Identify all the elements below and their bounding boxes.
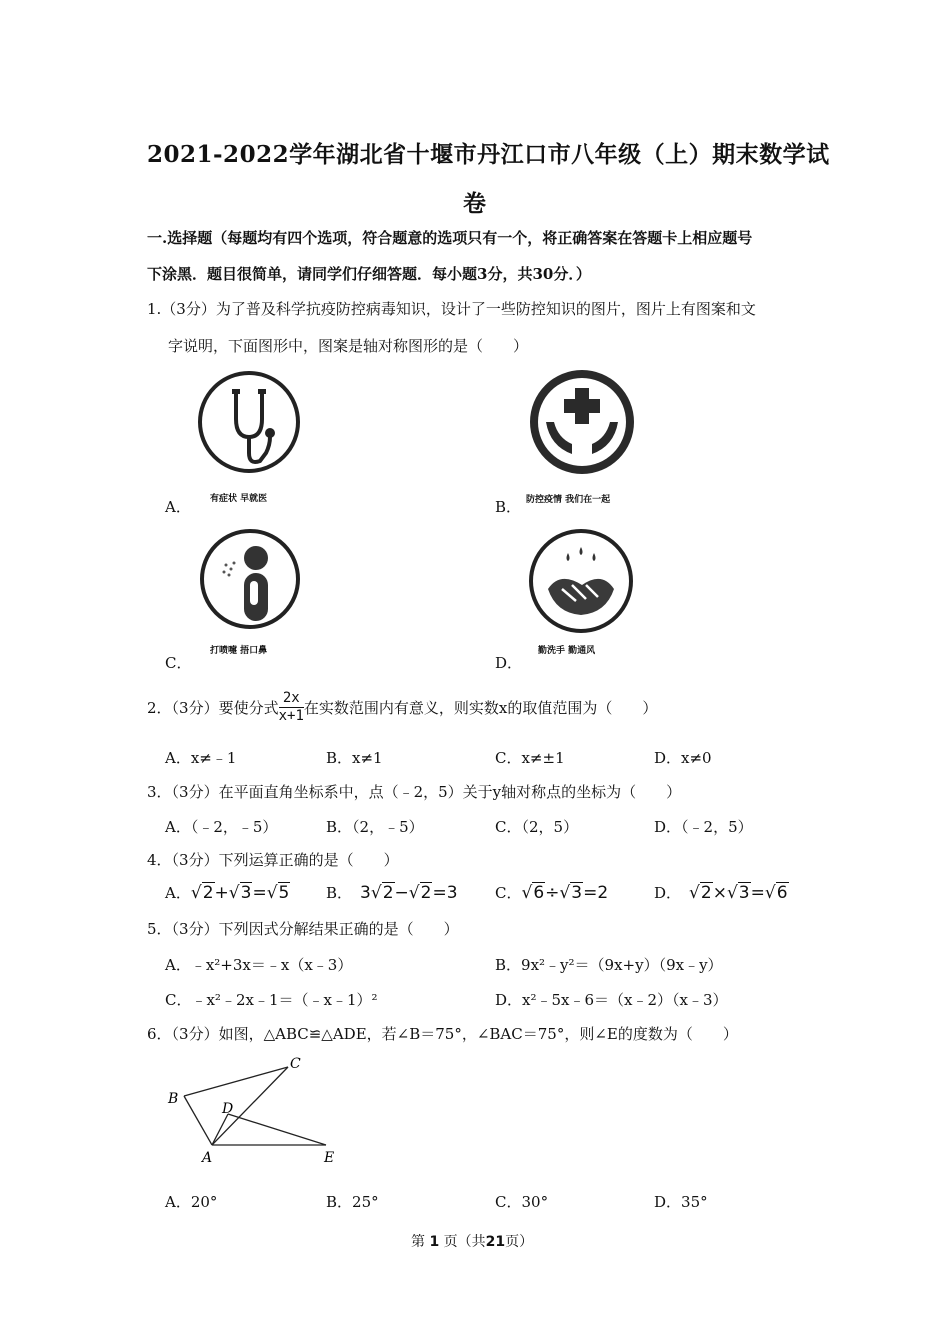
q3-stem: 3．（3分）在平面直角坐标系中，点（﹣2，5）关于y轴对称点的坐标为（ ） <box>147 783 682 801</box>
q5-stem: 5．（3分）下列因式分解结果正确的是（ ） <box>147 920 459 938</box>
q5-option-a[interactable]: A．﹣x²+3x＝﹣x（x﹣3） <box>165 956 353 974</box>
q2-option-d[interactable]: D．x≠0 <box>654 749 712 767</box>
q5-option-c[interactable]: C．﹣x²﹣2x﹣1＝（﹣x﹣1）² <box>165 991 378 1009</box>
q1-stem-line2: 字说明，下面图形中，图案是轴对称图形的是（ ） <box>168 337 529 355</box>
point-label-d: D <box>222 1101 234 1117</box>
q6-option-a[interactable]: A．20° <box>165 1193 218 1211</box>
q6-option-b[interactable]: B．25° <box>326 1193 379 1211</box>
q6-option-d[interactable]: D．35° <box>654 1193 708 1211</box>
q6-geometry-figure <box>160 1052 360 1167</box>
q2-fraction-denominator: x+1 <box>278 707 304 724</box>
q1-option-b-image[interactable] <box>526 366 638 511</box>
q3-option-c[interactable]: C．（2，5） <box>495 818 579 836</box>
page-footer <box>411 1231 533 1251</box>
section-heading-line1: 一.选择题（每题均有四个选项，符合题意的选项只有一个，将正确答案在答题卡上相应题号 <box>147 229 753 247</box>
q1-option-a-letter[interactable]: A． <box>165 498 191 516</box>
stethoscope-icon <box>196 371 302 481</box>
q4-option-d[interactable] <box>654 882 789 903</box>
q4-option-c-expr: √6÷√3=2 <box>521 882 609 903</box>
q1-option-b-letter[interactable]: B． <box>495 498 522 516</box>
q3-option-b[interactable]: B．（2，﹣5） <box>326 818 424 836</box>
q1-option-d-letter[interactable]: D． <box>495 654 523 672</box>
q2-fraction-numerator: 2x <box>279 690 304 708</box>
q4-stem: 4．（3分）下列运算正确的是（ ） <box>147 851 399 869</box>
q1-option-a-image[interactable] <box>196 371 302 511</box>
q2-prefix: 2．（3分）要使分式 <box>147 698 279 717</box>
q4-option-c[interactable] <box>495 882 608 903</box>
q2-stem <box>147 687 657 727</box>
q3-option-d[interactable]: D．（﹣2，5） <box>654 818 753 836</box>
point-label-a: A <box>202 1150 213 1166</box>
q1-option-c-letter[interactable]: C． <box>165 654 192 672</box>
q2-suffix: 在实数范围内有意义，则实数x的取值范围为（ ） <box>303 698 658 717</box>
q1-option-d-image[interactable] <box>526 527 636 662</box>
footer-page-number: 1 <box>429 1234 440 1250</box>
triangle-figure <box>160 1052 360 1167</box>
point-label-e: E <box>324 1150 335 1166</box>
q4-option-b-expr: 3√2−√2=3 <box>360 882 458 903</box>
q5-option-d[interactable]: D．x²﹣5x﹣6＝（x﹣2）（x﹣3） <box>495 991 728 1009</box>
footer-total-pages: 21 <box>485 1234 506 1250</box>
footer-mid: 页（共 <box>443 1234 486 1250</box>
q2-option-c[interactable]: C．x≠±1 <box>495 749 565 767</box>
sneeze-icon <box>198 527 302 631</box>
q2-fraction <box>279 690 304 725</box>
q4-option-a-expr: √2+√3=√5 <box>190 882 290 903</box>
q3-option-a[interactable]: A．（﹣2，﹣5） <box>165 818 278 836</box>
q1-option-a-caption: 有症状 早就医 <box>210 494 268 504</box>
handwash-icon <box>526 527 636 635</box>
q4-option-a-letter: A． <box>165 884 191 902</box>
q1-option-d-caption: 勤洗手 勤通风 <box>538 646 596 656</box>
q6-option-c[interactable]: C．30° <box>495 1193 549 1211</box>
q1-option-b-caption: 防控疫情 我们在一起 <box>526 495 611 505</box>
footer-post: 页） <box>505 1234 534 1250</box>
q4-option-b[interactable] <box>326 882 458 903</box>
q4-option-d-letter: D． <box>654 884 682 902</box>
q4-option-c-letter: C． <box>495 884 522 902</box>
point-label-b: B <box>168 1091 179 1107</box>
page-title-line2: 卷 <box>463 190 487 217</box>
q4-option-d-expr: √2×√3=√6 <box>689 882 788 903</box>
q4-option-b-letter: B． <box>326 884 353 902</box>
q1-option-c-caption: 打喷嚏 捂口鼻 <box>210 646 268 656</box>
q1-option-c-image[interactable] <box>198 527 302 662</box>
q6-stem: 6．（3分）如图，△ABC≌△ADE，若∠B＝75°，∠BAC＝75°，则∠E的度数为（ ） <box>147 1025 738 1043</box>
footer-pre: 第 <box>411 1234 425 1250</box>
section-heading-line2: 下涂黑．题目很简单，请同学们仔细答题．每小题3分，共30分．） <box>147 265 591 283</box>
point-label-c: C <box>290 1056 301 1072</box>
page-title-line1: 2021-2022学年湖北省十堰市丹江口市八年级（上）期末数学试 <box>147 141 830 168</box>
q2-option-a[interactable]: A．x≠﹣1 <box>165 749 237 767</box>
q2-option-b[interactable]: B．x≠1 <box>326 749 383 767</box>
q5-option-b[interactable]: B．9x²﹣y²＝（9x+y）（9x﹣y） <box>495 956 723 974</box>
hands-cross-icon <box>526 366 638 480</box>
q4-option-a[interactable] <box>165 882 290 903</box>
q1-stem-line1: 1.（3分）为了普及科学抗疫防控病毒知识，设计了一些防控知识的图片，图片上有图案和文 <box>147 300 756 318</box>
